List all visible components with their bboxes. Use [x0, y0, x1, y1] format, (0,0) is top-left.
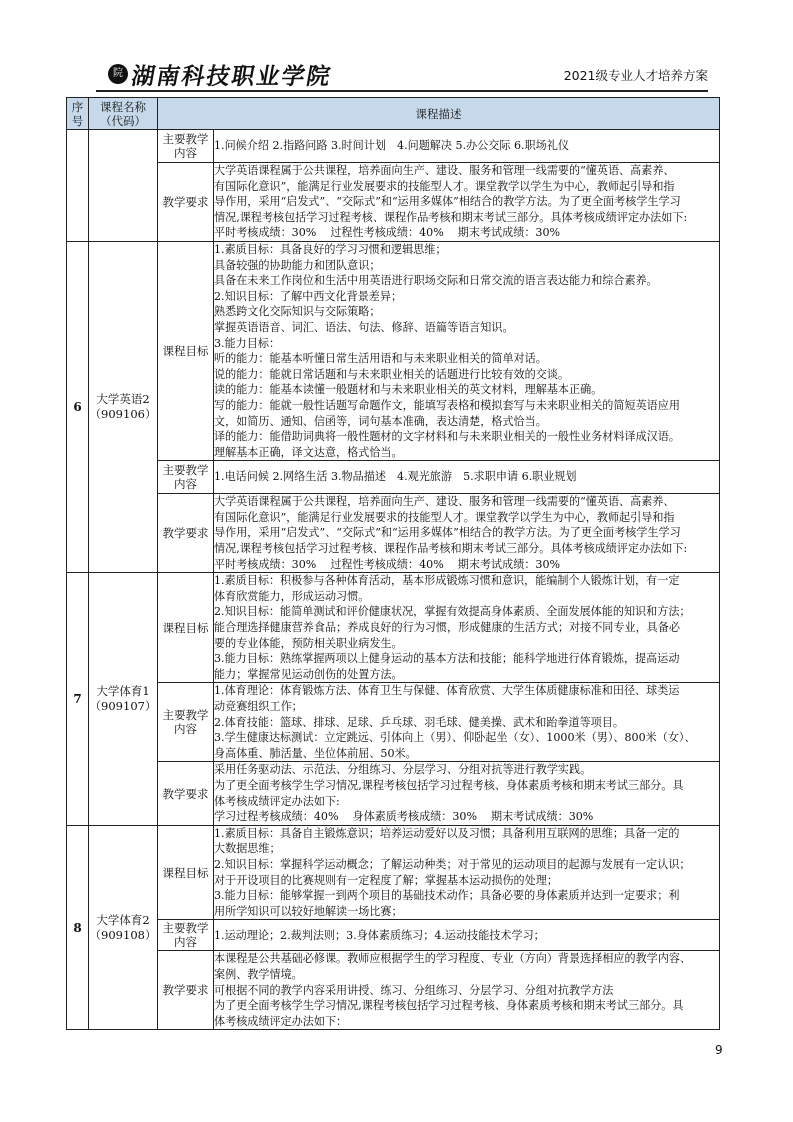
assessment-line: 平时考核成绩：30% 过程性考核成绩：40% 期末考试成绩：30%	[214, 226, 561, 240]
row-label: 教学要求	[158, 762, 214, 825]
course-name: 大学体育2 （909108）	[89, 825, 158, 1030]
row-label: 课程目标	[158, 825, 214, 920]
page-header	[96, 50, 708, 90]
course-table	[66, 97, 720, 1030]
row-number: 7	[67, 573, 89, 826]
table-row	[67, 461, 720, 494]
course-name: 大学体育1 （909107）	[89, 573, 158, 826]
row-label: 课程目标	[158, 573, 214, 683]
course-goals: 1.素质目标：具备自主锻炼意识；培养运动爱好以及习惯；具备利用互联网的思维；具备一定的 大数据思维； 2.知识目标：掌握科学运动概念；了解运动种类；对于常见的运动项目的起源与发展有一定认识； 对于开设项目的比赛规则有一定程度了解；掌握基本运动损伤的处理； 3.能力目标：能够掌握一到两个项目的基础技术动作；具备必要的身体素质并达到一定要求；利 用所学知识可以较好地解读一场比赛；	[214, 825, 720, 920]
header-no: 序号	[67, 98, 89, 130]
assessment-line: 平时考核成绩：30% 过程性考核成绩：40% 期末考试成绩：30%	[214, 557, 561, 571]
table-row	[67, 130, 720, 163]
table-row	[67, 825, 720, 920]
row-label: 教学要求	[158, 494, 214, 573]
row-label: 主要教学内容	[158, 920, 214, 951]
row-label: 主要教学内容	[158, 683, 214, 762]
row-label: 主要教学内容	[158, 130, 214, 163]
teaching-requirements: 大学英语课程属于公共课程，培养面向生产、建设、服务和管理一线需要的“懂英语、高素养、 有国际化意识”，能满足行业发展要求的技能型人才。课堂教学以学生为中心，教师起引导和指 导作用，采用“启发式”、“交际式”和“运用多媒体”相结合的教学方法。为了更全面考核学生学习 情况,课程考核包括学习过程考核、课程作品考核和期末考试三部分。具体考核成绩评定办法如下: 平时考核成绩：30% 过程性考核成绩：40% 期末考试成绩：30%	[214, 494, 720, 573]
teaching-content: 1.电话问候 2.网络生活 3.物品描述 4.观光旅游 5.求职申请 6.职业规划	[214, 461, 720, 494]
page-number: 9	[715, 1043, 723, 1057]
assessment-line: 学习过程考核成绩：40% 身体素质考核成绩：30% 期末考试成绩：30%	[214, 810, 594, 824]
teaching-content: 1.运动理论；2.裁判法则；3.身体素质练习；4.运动技能技术学习；	[214, 920, 720, 951]
teaching-requirements: 本课程是公共基础必修课。教师应根据学生的学习程度、专业（方向）背景选择相应的教学内容、 案例、教学情境。 可根据不同的教学内容采用讲授、练习、分组练习、分层学习、分组对抗教学方法 为了更全面考核学生学习情况,课程考核包括学习过程考核、身体素质考核和期末考试三部分。具 体考核成绩评定办法如下：	[214, 951, 720, 1030]
teaching-content: 1.体育理论：体育锻炼方法、体育卫生与保健、体育欣赏、大学生体质健康标准和田径、球类运 动竞赛组织工作； 2.体育技能：篮球、排球、足球、乒乓球、羽毛球、健美操、武术和跆拳道等项目。 3.学生健康达标测试：立定跳远、引体向上（男）、仰卧起坐（女）、1000米（男）、800米（女）、 身高体重、肺活量、坐位体前屈、50米。	[214, 683, 720, 762]
row-label: 课程目标	[158, 241, 214, 460]
row-label: 教学要求	[158, 951, 214, 1030]
cont-name-cell	[89, 130, 158, 242]
table-row	[67, 573, 720, 683]
table-row	[67, 163, 720, 242]
course-name: 大学英语2 （909106）	[89, 241, 158, 572]
table-header-row	[67, 98, 720, 130]
table-row	[67, 951, 720, 1030]
course-goals: 1.素质目标：积极参与各种体育活动，基本形成锻炼习惯和意识，能编制个人锻炼计划，有一定 体育欣赏能力，形成运动习惯。 2.知识目标：能简单测试和评价健康状况，掌握有效提高身体素质、全面发展体能的知识和方法； 能合理选择健康营养食品；养成良好的行为习惯，形成健康的生活方式；对接不同专业，具备必 要的专业体能，预防相关职业病发生。 3.能力目标：熟练掌握两项以上健身运动的基本方法和技能；能科学地进行体育锻炼，提高运动 能力；掌握常见运动创伤的处置方法。	[214, 573, 720, 683]
cont-no-cell	[67, 130, 89, 242]
document-title: 2021级专业人才培养方案	[563, 68, 708, 83]
teaching-requirements: 采用任务驱动法、示范法、分组练习、分层学习、分组对抗等进行教学实践。 为了更全面考核学生学习情况,课程考核包括学习过程考核、身体素质考核和期末考试三部分。具 体考核成绩评定办法如下: 学习过程考核成绩：40% 身体素质考核成绩：30% 期末考试成绩：30%	[214, 762, 720, 825]
row-label: 主要教学内容	[158, 461, 214, 494]
row-number: 6	[67, 241, 89, 572]
teaching-requirements: 大学英语课程属于公共课程，培养面向生产、建设、服务和管理一线需要的“懂英语、高素养、 有国际化意识”，能满足行业发展要求的技能型人才。课堂教学以学生为中心，教师起引导和指 导作用，采用“启发式”、“交际式”和“运用多媒体”相结合的教学方法。为了更全面考核学生学习 情况,课程考核包括学习过程考核、课程作品考核和期末考试三部分。具体考核成绩评定办法如下: 平时考核成绩：30% 过程性考核成绩：40% 期末考试成绩：30%	[214, 163, 720, 242]
header-divider	[96, 90, 708, 92]
table-row	[67, 683, 720, 762]
teaching-content: 1.问候介绍 2.指路问路 3.时间计划 4.问题解决 5.办公交际 6.职场礼仪	[214, 130, 720, 163]
table-row	[67, 494, 720, 573]
table-row	[67, 241, 720, 460]
school-logo-icon: 院	[108, 64, 128, 84]
course-goals: 1.素质目标：具备良好的学习习惯和逻辑思维； 具备较强的协助能力和团队意识； 具备在未来工作岗位和生活中用英语进行职场交际和日常交流的语言表达能力和综合素养。 2.知识目标：了解中西文化背景差异； 熟悉跨文化交际知识与交际策略； 掌握英语语音、词汇、语法、句法、修辞、语篇等语言知识。 3.能力目标： 听的能力：能基本听懂日常生活用语和与未来职业相关的简单对话。 说的能力：能就日常话题和与未来职业相关的话题进行比较有效的交谈。 读的能力：能基本读懂一般题材和与未来职业相关的英文材料，理解基本正确。 写的能力：能就一般性话题写命题作文，能填写表格和模拟套写与未来职业相关的简短英语应用 文，如简历、通知、信函等，词句基本准确，表达清楚，格式恰当。 译的能力：能借助词典将一般性题材的文字材料和与未来职业相关的一般性业务材料译成汉语。 理解基本正确，译文达意，格式恰当。	[214, 241, 720, 460]
row-number: 8	[67, 825, 89, 1030]
table-row	[67, 762, 720, 825]
row-label: 教学要求	[158, 163, 214, 242]
table-row	[67, 920, 720, 951]
header-course-desc: 课程描述	[158, 98, 720, 130]
header-course-name: 课程名称（代码）	[89, 98, 158, 130]
school-logo-text: 湖南科技职业学院	[129, 63, 335, 90]
